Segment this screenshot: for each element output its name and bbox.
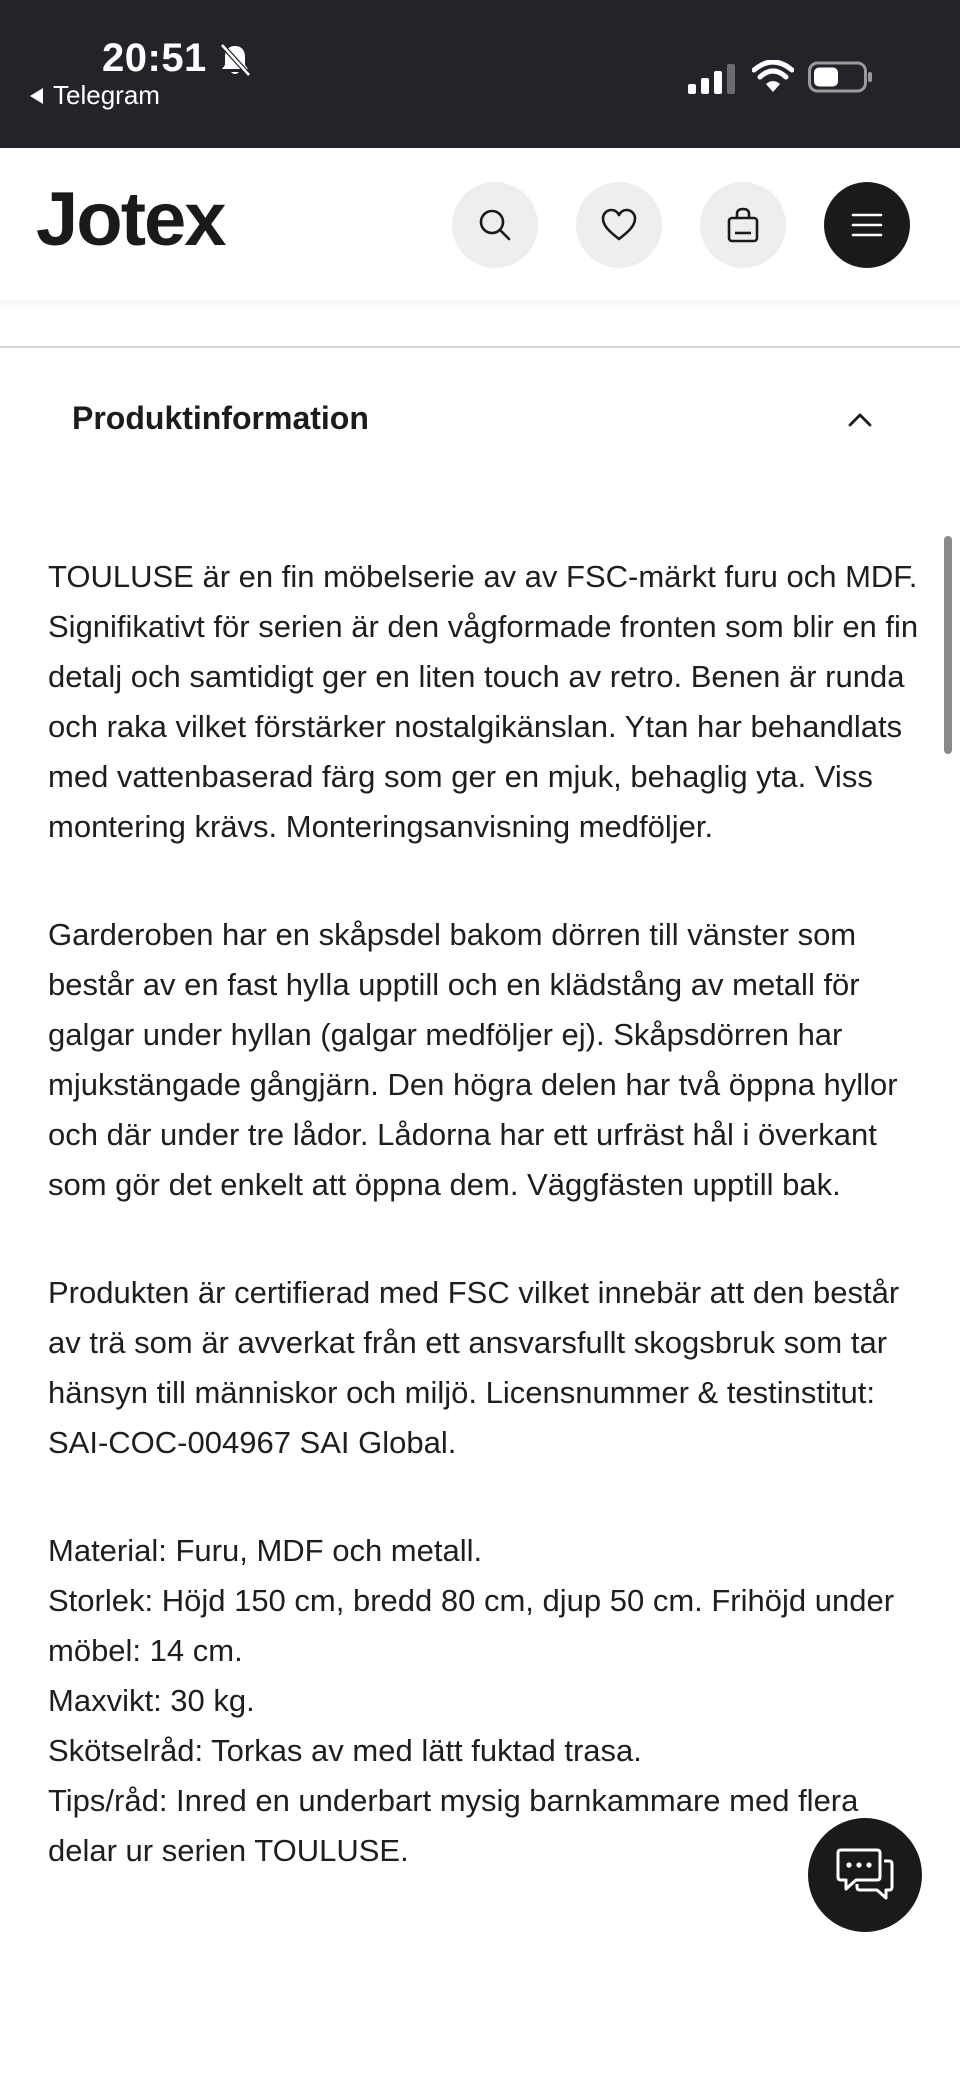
signal-icon (688, 64, 736, 94)
bag-icon (722, 204, 764, 246)
spec-list (48, 1526, 924, 1876)
spec-material: Material: Furu, MDF och metall. (48, 1533, 483, 1568)
spec-max-weight: Maxvikt: 30 kg. (48, 1683, 255, 1718)
chevron-up-icon[interactable] (846, 406, 874, 434)
status-bar (0, 0, 960, 148)
menu-icon (846, 204, 888, 246)
product-info-content (48, 552, 924, 1876)
bell-slash-icon (218, 42, 252, 78)
heart-icon (598, 204, 640, 246)
back-app-label: Telegram (53, 80, 160, 110)
search-icon (474, 204, 516, 246)
chat-bubble-icon (834, 1847, 896, 1903)
menu-button[interactable] (824, 182, 910, 268)
description-paragraph: TOULUSE är en fin möbelserie av av FSC-märkt furu och MDF. Signifikativt för serien är den vågformade fronten som blir en fin detalj och samtidigt ger en liten touch av retro. Benen är runda och raka vilket förstärker nostalgikänslan. Ytan har behandlats med vattenbaserad färg som ger en mjuk, behaglig yta. Viss montering krävs. Monteringsanvisning medföljer. (48, 559, 919, 844)
favorites-button[interactable] (576, 182, 662, 268)
spec-care: Skötselråd: Torkas av med lätt fuktad trasa. (48, 1733, 642, 1768)
description-paragraph: Garderoben har en skåpsdel bakom dörren till vänster som består av en fast hylla upptill och en klädstång av metall för galgar under hyllan (galgar medföljer ej). Skåpsdörren har mjukstängade gångjärn. Den högra delen har två öppna hyllor och där under tre lådor. Lådorna har ett urfräst hål i överkant som gör det enkelt att öppna dem. Väggfästen upptill bak. (48, 917, 898, 1202)
spec-tips: Tips/råd: Inred en underbart mysig barnkammare med flera delar ur serien TOULUSE. (48, 1783, 859, 1868)
spec-size: Storlek: Höjd 150 cm, bredd 80 cm, djup 50 cm. Frihöjd under möbel: 14 cm. (48, 1583, 895, 1668)
cart-button[interactable] (700, 182, 786, 268)
status-time: 20:51 (102, 36, 207, 80)
scroll-indicator[interactable] (944, 536, 952, 754)
back-to-app-link[interactable] (30, 80, 160, 111)
chat-button[interactable] (808, 1818, 922, 1932)
jotex-logo[interactable]: Jotex (36, 177, 225, 262)
wifi-icon (752, 60, 794, 94)
section-divider (0, 346, 960, 348)
accordion-header-produktinformation[interactable] (0, 350, 960, 490)
back-arrow-icon (30, 88, 43, 104)
search-button[interactable] (452, 182, 538, 268)
accordion-title: Produktinformation (72, 400, 369, 436)
battery-icon (808, 60, 874, 94)
site-header (0, 148, 960, 300)
description-paragraph: Produkten är certifierad med FSC vilket innebär att den består av trä som är avverkat från ett ansvarsfullt skogsbruk som tar hänsyn till människor och miljö. Licensnummer & testinstitut: SAI-COC-004967 SAI Global. (48, 1275, 900, 1460)
